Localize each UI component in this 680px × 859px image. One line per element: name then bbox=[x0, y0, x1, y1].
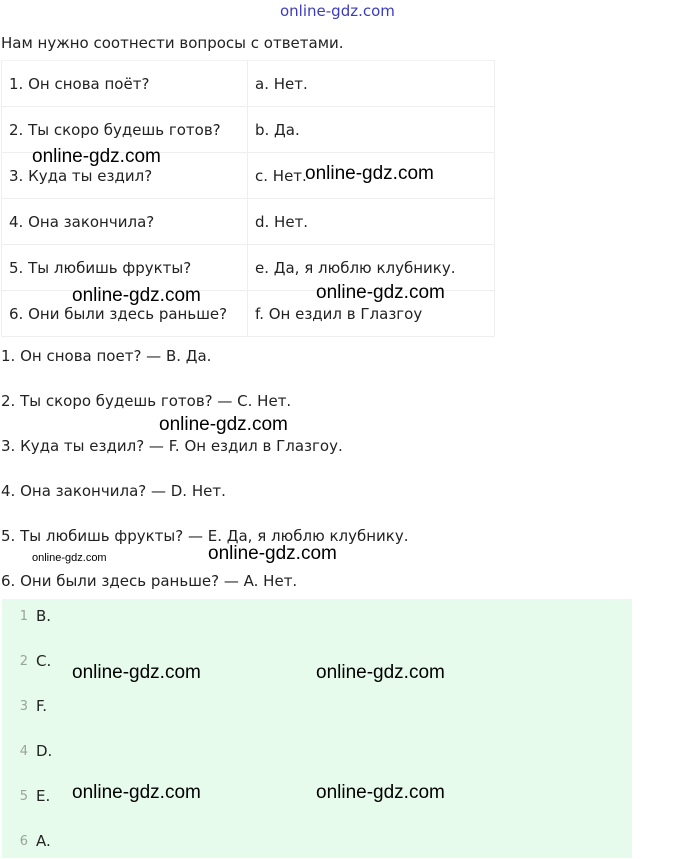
watermark: online-gdz.com bbox=[32, 552, 107, 564]
answer-number: 5 bbox=[19, 788, 28, 804]
list-item bbox=[2, 694, 47, 718]
answer-number: 4 bbox=[19, 743, 28, 759]
watermark: online-gdz.com bbox=[72, 285, 201, 306]
question-cell: 2. Ты скоро будешь готов? bbox=[2, 107, 248, 153]
answer-cell: b. Да. bbox=[248, 107, 495, 153]
intro-text: Нам нужно соотнести вопросы с ответами. bbox=[1, 34, 344, 52]
list-item bbox=[2, 649, 51, 673]
answer-number: 3 bbox=[19, 698, 28, 714]
list-item bbox=[2, 604, 51, 628]
answer-cell: a. Нет. bbox=[248, 61, 495, 107]
watermark: online-gdz.com bbox=[316, 662, 445, 683]
answers-box bbox=[2, 599, 632, 858]
answer-number: 6 bbox=[19, 833, 28, 849]
list-item bbox=[2, 784, 50, 808]
solution-line: 6. Они были здесь раньше? — A. Нет. bbox=[1, 572, 298, 590]
watermark: online-gdz.com bbox=[72, 782, 201, 803]
watermark: online-gdz.com bbox=[208, 543, 337, 564]
answer-number: 1 bbox=[19, 608, 28, 624]
watermark: online-gdz.com bbox=[305, 163, 434, 184]
question-cell: 3. Куда ты ездил? bbox=[2, 153, 248, 199]
answer-value: C. bbox=[36, 652, 52, 670]
answer-cell: e. Да, я люблю клубнику. bbox=[248, 245, 495, 291]
site-logo: online-gdz.com bbox=[280, 2, 395, 20]
solution-line: 3. Куда ты ездил? — F. Он ездил в Глазгоу. bbox=[1, 437, 343, 455]
answer-cell: c. Нет. bbox=[248, 153, 495, 199]
question-cell: 4. Она закончила? bbox=[2, 199, 248, 245]
watermark: online-gdz.com bbox=[159, 414, 288, 435]
answer-value: B. bbox=[36, 607, 52, 625]
question-cell: 5. Ты любишь фрукты? bbox=[2, 245, 248, 291]
answer-cell: f. Он ездил в Глазгоу bbox=[248, 291, 495, 337]
solution-line: 1. Он снова поет? — B. Да. bbox=[1, 347, 212, 365]
solution-line: 5. Ты любишь фрукты? — E. Да, я люблю клубнику. bbox=[1, 527, 409, 545]
answer-value: D. bbox=[36, 742, 53, 760]
solution-line: 2. Ты скоро будешь готов? — C. Нет. bbox=[1, 392, 292, 410]
answer-number: 2 bbox=[19, 653, 28, 669]
table-row bbox=[2, 199, 495, 245]
list-item bbox=[2, 829, 51, 853]
watermark: online-gdz.com bbox=[316, 282, 445, 303]
question-cell: 6. Они были здесь раньше? bbox=[2, 291, 248, 337]
watermark: online-gdz.com bbox=[32, 146, 161, 167]
watermark: online-gdz.com bbox=[316, 782, 445, 803]
list-item bbox=[2, 739, 52, 763]
watermark: online-gdz.com bbox=[72, 662, 201, 683]
solution-line: 4. Она закончила? — D. Нет. bbox=[1, 482, 226, 500]
answer-value: F. bbox=[36, 697, 47, 715]
answer-value: E. bbox=[36, 787, 51, 805]
table-row bbox=[2, 61, 495, 107]
answer-cell: d. Нет. bbox=[248, 199, 495, 245]
answer-value: A. bbox=[36, 832, 51, 850]
question-cell: 1. Он снова поёт? bbox=[2, 61, 248, 107]
